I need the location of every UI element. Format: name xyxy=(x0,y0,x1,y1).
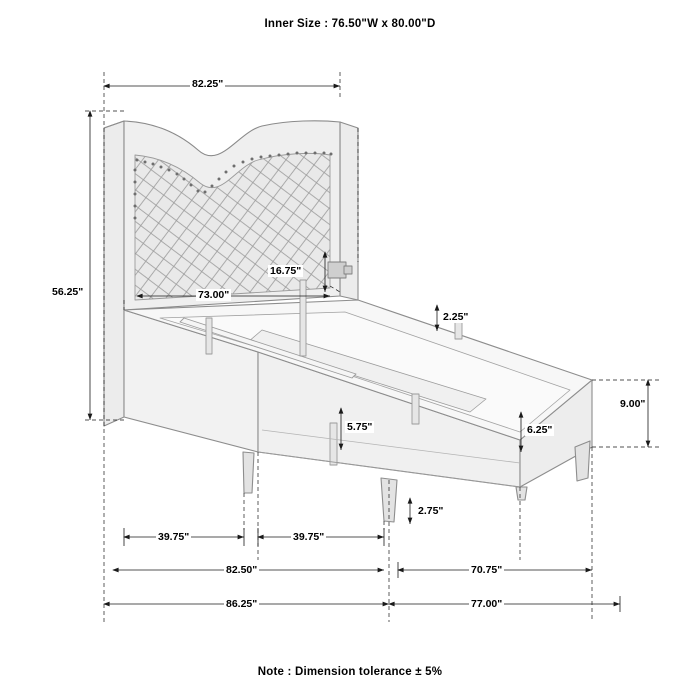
dim-label-side-rail-height: 9.00" xyxy=(620,398,646,410)
dim-label-footboard-rail-height: 6.25" xyxy=(527,424,553,436)
dim-label-overall-depth: 77.00" xyxy=(471,598,503,610)
dim-label-headboard-width: 82.25" xyxy=(192,78,224,90)
dim-label-panel-width: 73.00" xyxy=(198,289,230,301)
dim-label-center-support-height: 5.75" xyxy=(347,421,373,433)
dim-label-leg-span-left: 39.75" xyxy=(158,531,190,543)
dim-label-inner-length: 82.50" xyxy=(226,564,258,576)
page-title: Inner Size : 76.50"W x 80.00"D xyxy=(264,18,436,30)
dim-label-leg-span-right: 39.75" xyxy=(293,531,325,543)
dim-label-depth-inner: 70.75" xyxy=(471,564,503,576)
dim-label-rail-to-headboard: 16.75" xyxy=(270,265,302,277)
tolerance-note: Note : Dimension tolerance ± 5% xyxy=(257,666,443,678)
dim-inner-spans xyxy=(113,562,592,578)
dim-label-overall-length: 86.25" xyxy=(226,598,258,610)
dim-label-headboard-height: 56.25" xyxy=(52,286,84,298)
bed-illustration xyxy=(104,121,592,522)
dim-label-leg-height: 2.75" xyxy=(418,505,444,517)
dim-label-slat-thickness: 2.25" xyxy=(443,311,469,323)
dim-overall-spans xyxy=(104,596,620,612)
